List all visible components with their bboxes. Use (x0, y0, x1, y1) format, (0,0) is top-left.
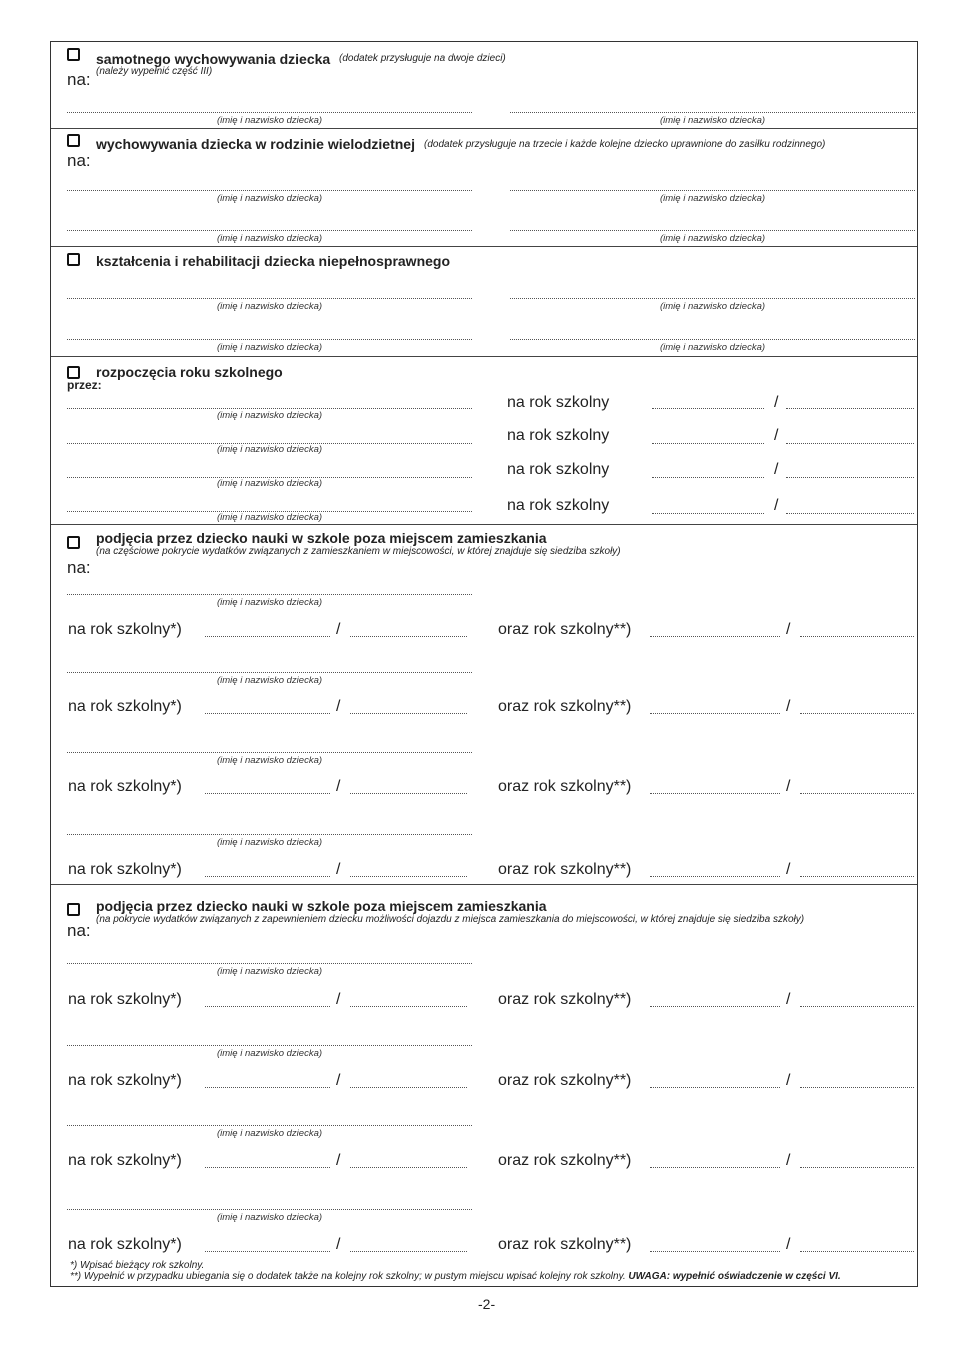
next-year-to-field[interactable] (800, 1006, 914, 1007)
next-year-from-field[interactable] (650, 1251, 780, 1252)
year-from-field[interactable] (205, 1251, 330, 1252)
name-field-2d[interactable] (510, 230, 915, 231)
name-field-1a[interactable] (67, 112, 472, 113)
next-year-to-field[interactable] (800, 1167, 914, 1168)
year-to-field[interactable] (350, 793, 467, 794)
year-from-field[interactable] (652, 408, 764, 409)
slash: / (336, 1236, 341, 1253)
year-from-field[interactable] (205, 636, 330, 637)
rok-szkolny-star-label: na rok szkolny*) (68, 778, 182, 795)
rok-szkolny-label: na rok szkolny (507, 427, 610, 444)
next-year-to-field[interactable] (800, 636, 914, 637)
name-field-3c[interactable] (67, 339, 472, 340)
name-field-5b[interactable] (67, 672, 472, 673)
section-note-nauki-dojazdu: (na pokrycie wydatków związanych z zapewnieniem dziecku możliwości dojazdu z miejsca zamieszkania do miejscowości, w której znajduje się siedziba szkoły) (96, 914, 805, 925)
name-field-6c[interactable] (67, 1125, 472, 1126)
next-year-from-field[interactable] (650, 713, 780, 714)
divider (51, 356, 917, 357)
year-from-field[interactable] (205, 713, 330, 714)
name-field-6b[interactable] (67, 1045, 472, 1046)
year-to-field[interactable] (350, 1167, 467, 1168)
name-field-4a[interactable] (67, 408, 472, 409)
slash: / (336, 1152, 341, 1169)
section-title-samotnego: samotnego wychowywania dziecka (96, 51, 331, 67)
slash: / (786, 1236, 791, 1253)
year-from-field[interactable] (205, 876, 330, 877)
name-field-3d[interactable] (510, 339, 915, 340)
name-caption: (imię i nazwisko dziecka) (216, 193, 323, 204)
oraz-rok-label: oraz rok szkolny**) (498, 621, 632, 638)
footnote-2 (70, 1271, 841, 1282)
slash: / (774, 497, 779, 514)
form-frame (50, 41, 918, 1287)
name-caption: (imię i nazwisko dziecka) (216, 478, 323, 489)
oraz-rok-label: oraz rok szkolny**) (498, 991, 632, 1008)
next-year-from-field[interactable] (650, 1167, 780, 1168)
year-from-field[interactable] (205, 1167, 330, 1168)
oraz-rok-label: oraz rok szkolny**) (498, 1236, 632, 1253)
name-caption: (imię i nazwisko dziecka) (216, 755, 323, 766)
name-caption: (imię i nazwisko dziecka) (216, 966, 323, 977)
slash: / (786, 698, 791, 715)
checkbox-nauki-zamieszkania[interactable] (67, 536, 80, 549)
rok-szkolny-star-label: na rok szkolny*) (68, 621, 182, 638)
name-field-6d[interactable] (67, 1209, 472, 1210)
name-caption: (imię i nazwisko dziecka) (216, 597, 323, 608)
year-from-field[interactable] (652, 477, 764, 478)
next-year-to-field[interactable] (800, 1251, 914, 1252)
footnote-2-warning: UWAGA: wypełnić oświadczenie w części VI. (628, 1271, 841, 1282)
slash: / (774, 461, 779, 478)
name-caption: (imię i nazwisko dziecka) (216, 233, 323, 244)
section-note-wielodzietnej: (dodatek przysługuje na trzecie i każde kolejne dziecko uprawnione do zasiłku rodzinnego) (424, 139, 826, 150)
name-field-3b[interactable] (510, 298, 915, 299)
section-title-nauki-dojazdu: podjęcia przez dziecko nauki w szkole poza miejscem zamieszkania (96, 898, 547, 914)
name-caption: (imię i nazwisko dziecka) (659, 233, 766, 244)
section-note-nauki-zamieszkania: (na częściowe pokrycie wydatków związanych z zamieszkaniem w miejscowości, w której znajduje się siedziba szkoły) (96, 546, 621, 557)
name-caption: (imię i nazwisko dziecka) (216, 1128, 323, 1139)
rok-szkolny-label: na rok szkolny (507, 461, 610, 478)
name-field-2b[interactable] (510, 190, 915, 191)
name-caption: (imię i nazwisko dziecka) (216, 342, 323, 353)
year-to-field[interactable] (350, 1006, 467, 1007)
checkbox-nauki-dojazdu[interactable] (67, 903, 80, 916)
slash: / (786, 1072, 791, 1089)
slash: / (786, 621, 791, 638)
oraz-rok-label: oraz rok szkolny**) (498, 698, 632, 715)
name-caption: (imię i nazwisko dziecka) (216, 512, 323, 523)
oraz-rok-label: oraz rok szkolny**) (498, 861, 632, 878)
name-field-3a[interactable] (67, 298, 472, 299)
name-caption: (imię i nazwisko dziecka) (216, 1212, 323, 1223)
name-caption: (imię i nazwisko dziecka) (659, 193, 766, 204)
year-to-field[interactable] (350, 876, 467, 877)
rok-szkolny-star-label: na rok szkolny*) (68, 991, 182, 1008)
year-to-field[interactable] (350, 713, 467, 714)
next-year-to-field[interactable] (800, 713, 914, 714)
year-to-field[interactable] (786, 408, 914, 409)
footnote-1: *) Wpisać bieżący rok szkolny. (70, 1260, 205, 1271)
divider (51, 524, 917, 525)
slash: / (336, 698, 341, 715)
rok-szkolny-star-label: na rok szkolny*) (68, 1236, 182, 1253)
year-from-field[interactable] (205, 1006, 330, 1007)
slash: / (786, 1152, 791, 1169)
next-year-to-field[interactable] (800, 793, 914, 794)
next-year-to-field[interactable] (800, 876, 914, 877)
divider (51, 246, 917, 247)
name-field-6a[interactable] (67, 963, 472, 964)
section-note-samotnego: (dodatek przysługuje na dwoje dzieci) (339, 53, 506, 64)
rok-szkolny-star-label: na rok szkolny*) (68, 1152, 182, 1169)
name-field-2a[interactable] (67, 190, 472, 191)
rok-szkolny-label: na rok szkolny (507, 394, 610, 411)
name-caption: (imię i nazwisko dziecka) (659, 342, 766, 353)
section-sub-samotnego: (należy wypełnić część III) (96, 66, 213, 77)
slash: / (786, 861, 791, 878)
slash: / (336, 991, 341, 1008)
section-title-wielodzietnej: wychowywania dziecka w rodzinie wielodzietnej (96, 136, 415, 152)
name-field-5c[interactable] (67, 752, 472, 753)
next-year-from-field[interactable] (650, 876, 780, 877)
name-field-2c[interactable] (67, 230, 472, 231)
na-label: na: (67, 70, 91, 89)
year-to-field[interactable] (786, 513, 914, 514)
year-to-field[interactable] (786, 443, 914, 444)
slash: / (774, 427, 779, 444)
name-field-5a[interactable] (67, 594, 472, 595)
name-caption: (imię i nazwisko dziecka) (216, 837, 323, 848)
oraz-rok-label: oraz rok szkolny**) (498, 778, 632, 795)
name-caption: (imię i nazwisko dziecka) (216, 1048, 323, 1059)
slash: / (774, 394, 779, 411)
slash: / (786, 778, 791, 795)
year-from-field[interactable] (205, 793, 330, 794)
section-title-rozpoczecia: rozpoczęcia roku szkolnego (96, 364, 283, 380)
section-title-nauki-zamieszkania: podjęcia przez dziecko nauki w szkole poza miejscem zamieszkania (96, 530, 547, 546)
slash: / (786, 991, 791, 1008)
checkbox-samotnego[interactable] (67, 48, 80, 61)
checkbox-ksztalcenia[interactable] (67, 253, 80, 266)
divider (51, 884, 917, 885)
rok-szkolny-star-label: na rok szkolny*) (68, 698, 182, 715)
name-caption: (imię i nazwisko dziecka) (216, 115, 323, 126)
year-to-field[interactable] (350, 636, 467, 637)
slash: / (336, 621, 341, 638)
przez-label: przez: (67, 378, 102, 392)
checkbox-wielodzietnej[interactable] (67, 134, 80, 147)
rok-szkolny-star-label: na rok szkolny*) (68, 1072, 182, 1089)
year-from-field[interactable] (205, 1087, 330, 1088)
next-year-to-field[interactable] (800, 1087, 914, 1088)
rok-szkolny-label: na rok szkolny (507, 497, 610, 514)
year-to-field[interactable] (350, 1251, 467, 1252)
slash: / (336, 778, 341, 795)
slash: / (336, 861, 341, 878)
name-caption: (imię i nazwisko dziecka) (216, 301, 323, 312)
name-caption: (imię i nazwisko dziecka) (659, 115, 766, 126)
name-field-1b[interactable] (510, 112, 915, 113)
page-number: -2- (478, 1296, 496, 1312)
slash: / (336, 1072, 341, 1089)
name-caption: (imię i nazwisko dziecka) (659, 301, 766, 312)
next-year-from-field[interactable] (650, 1006, 780, 1007)
name-field-5d[interactable] (67, 834, 472, 835)
year-from-field[interactable] (652, 443, 764, 444)
oraz-rok-label: oraz rok szkolny**) (498, 1152, 632, 1169)
rok-szkolny-star-label: na rok szkolny*) (68, 861, 182, 878)
name-caption: (imię i nazwisko dziecka) (216, 410, 323, 421)
name-caption: (imię i nazwisko dziecka) (216, 444, 323, 455)
next-year-from-field[interactable] (650, 636, 780, 637)
na-label: na: (67, 921, 91, 940)
footnote-2-text: **) Wypełnić w przypadku ubiegania się o dodatek także na kolejny rok szkolny; w pustym miejscu wpisać kolejny rok szkolny. (70, 1271, 626, 1282)
year-to-field[interactable] (350, 1087, 467, 1088)
oraz-rok-label: oraz rok szkolny**) (498, 1072, 632, 1089)
next-year-from-field[interactable] (650, 1087, 780, 1088)
section-title-ksztalcenia: kształcenia i rehabilitacji dziecka niepełnosprawnego (96, 253, 451, 269)
na-label: na: (67, 151, 91, 170)
next-year-from-field[interactable] (650, 793, 780, 794)
year-to-field[interactable] (786, 477, 914, 478)
year-from-field[interactable] (652, 513, 764, 514)
divider (51, 128, 917, 129)
name-caption: (imię i nazwisko dziecka) (216, 675, 323, 686)
na-label: na: (67, 558, 91, 577)
